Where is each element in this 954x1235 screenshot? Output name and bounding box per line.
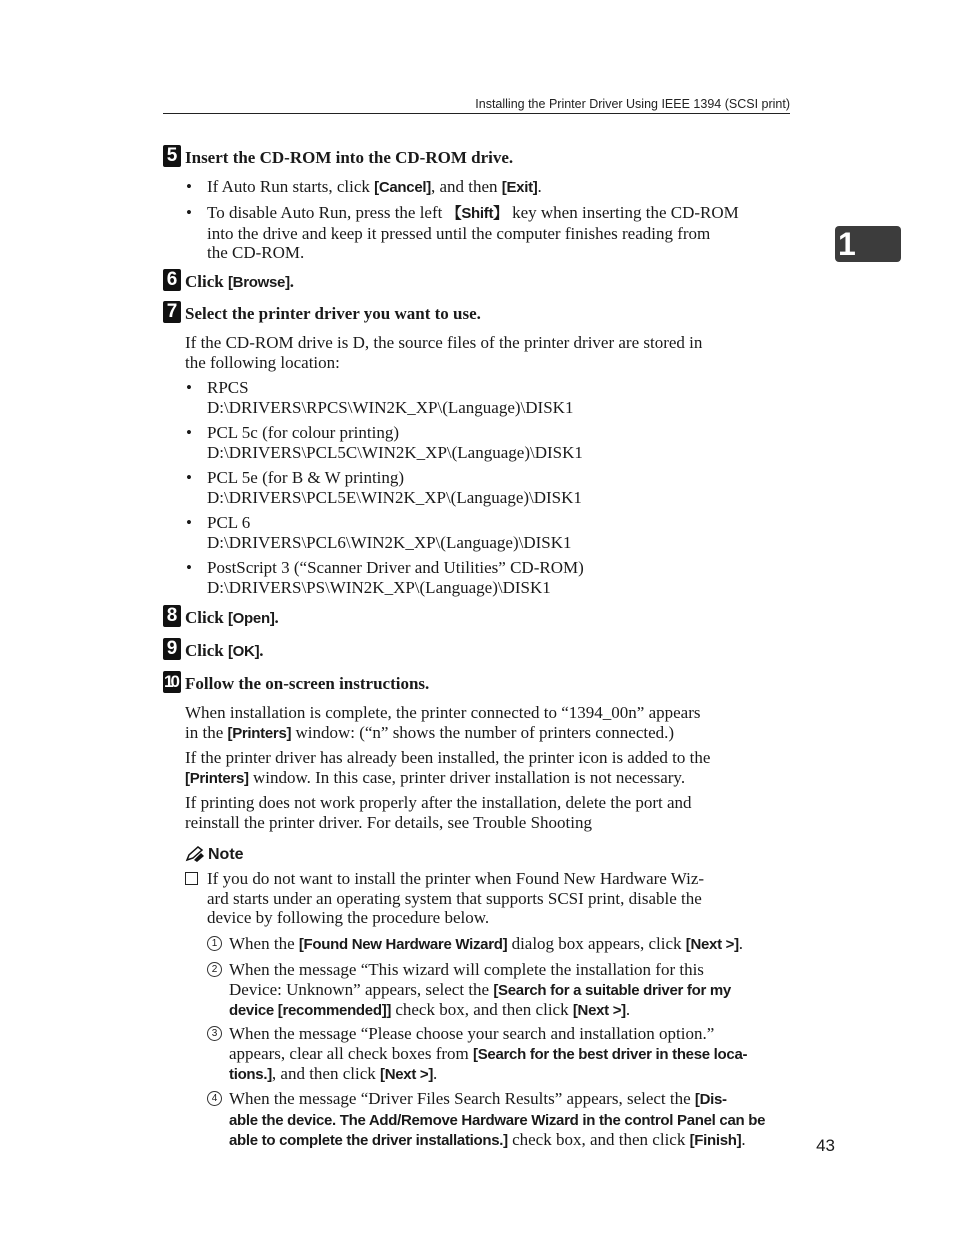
note-text: If you do not want to install the printer when Found New Hardware Wiz- ard starts under an operating system that supports SCSI print, disable the device by following the procedure below. — [207, 869, 705, 927]
step-number-badge: 7 — [163, 301, 181, 323]
circled-number-icon: 2 — [207, 962, 222, 977]
step-number-badge: 6 — [163, 269, 181, 291]
step-number-badge: 10 — [163, 671, 181, 693]
circled-number-icon: 1 — [207, 936, 222, 951]
step-title: Click [Open]. — [185, 608, 279, 627]
step-title: Insert the CD-ROM into the CD-ROM drive. — [185, 148, 514, 167]
note-heading: Note — [185, 845, 244, 865]
bullet-icon: • — [186, 468, 192, 487]
bullet-icon: • — [186, 203, 192, 222]
step-title: Click [Browse]. — [185, 272, 295, 291]
paragraph: If printing does not work properly after the installation, delete the port and reinstall the printer driver. For details, see Trouble Shooting — [185, 793, 692, 832]
page-number: 43 — [816, 1136, 835, 1155]
chapter-tab: 1 — [835, 226, 901, 262]
step-number-badge: 9 — [163, 638, 181, 660]
step-number-badge: 5 — [163, 145, 181, 167]
exit-button-ref: [Exit] — [501, 179, 538, 196]
step-title: Select the printer driver you want to use. — [185, 304, 481, 323]
bullet-icon: • — [186, 513, 192, 532]
step-title: Follow the on-screen instructions. — [185, 674, 430, 693]
bullet-icon: • — [186, 177, 192, 196]
pencil-icon — [185, 846, 205, 862]
shift-key-ref: 【Shift】 — [446, 205, 508, 222]
bullet-icon: • — [186, 378, 192, 397]
circled-number-icon: 4 — [207, 1091, 222, 1106]
running-header: Installing the Printer Driver Using IEEE 1394 (SCSI print) — [163, 96, 790, 114]
bullet-icon: • — [186, 423, 192, 442]
step-title: Click [OK]. — [185, 641, 264, 660]
step-number-badge: 8 — [163, 605, 181, 627]
paragraph: If the CD-ROM drive is D, the source files of the printer driver are stored in the following location: — [185, 333, 703, 372]
paragraph: If the printer driver has already been installed, the printer icon is added to the [Printers] window. In this case, printer driver installation is not necessary. — [185, 748, 711, 787]
paragraph: When installation is complete, the printer connected to “1394_00n” appears in the [Printers] window: (“n” shows the number of printers connected.) — [185, 703, 701, 742]
cancel-button-ref: [Cancel] — [374, 179, 431, 196]
circled-number-icon: 3 — [207, 1026, 222, 1041]
checkbox-bullet-icon — [185, 872, 198, 885]
bullet-icon: • — [186, 558, 192, 577]
